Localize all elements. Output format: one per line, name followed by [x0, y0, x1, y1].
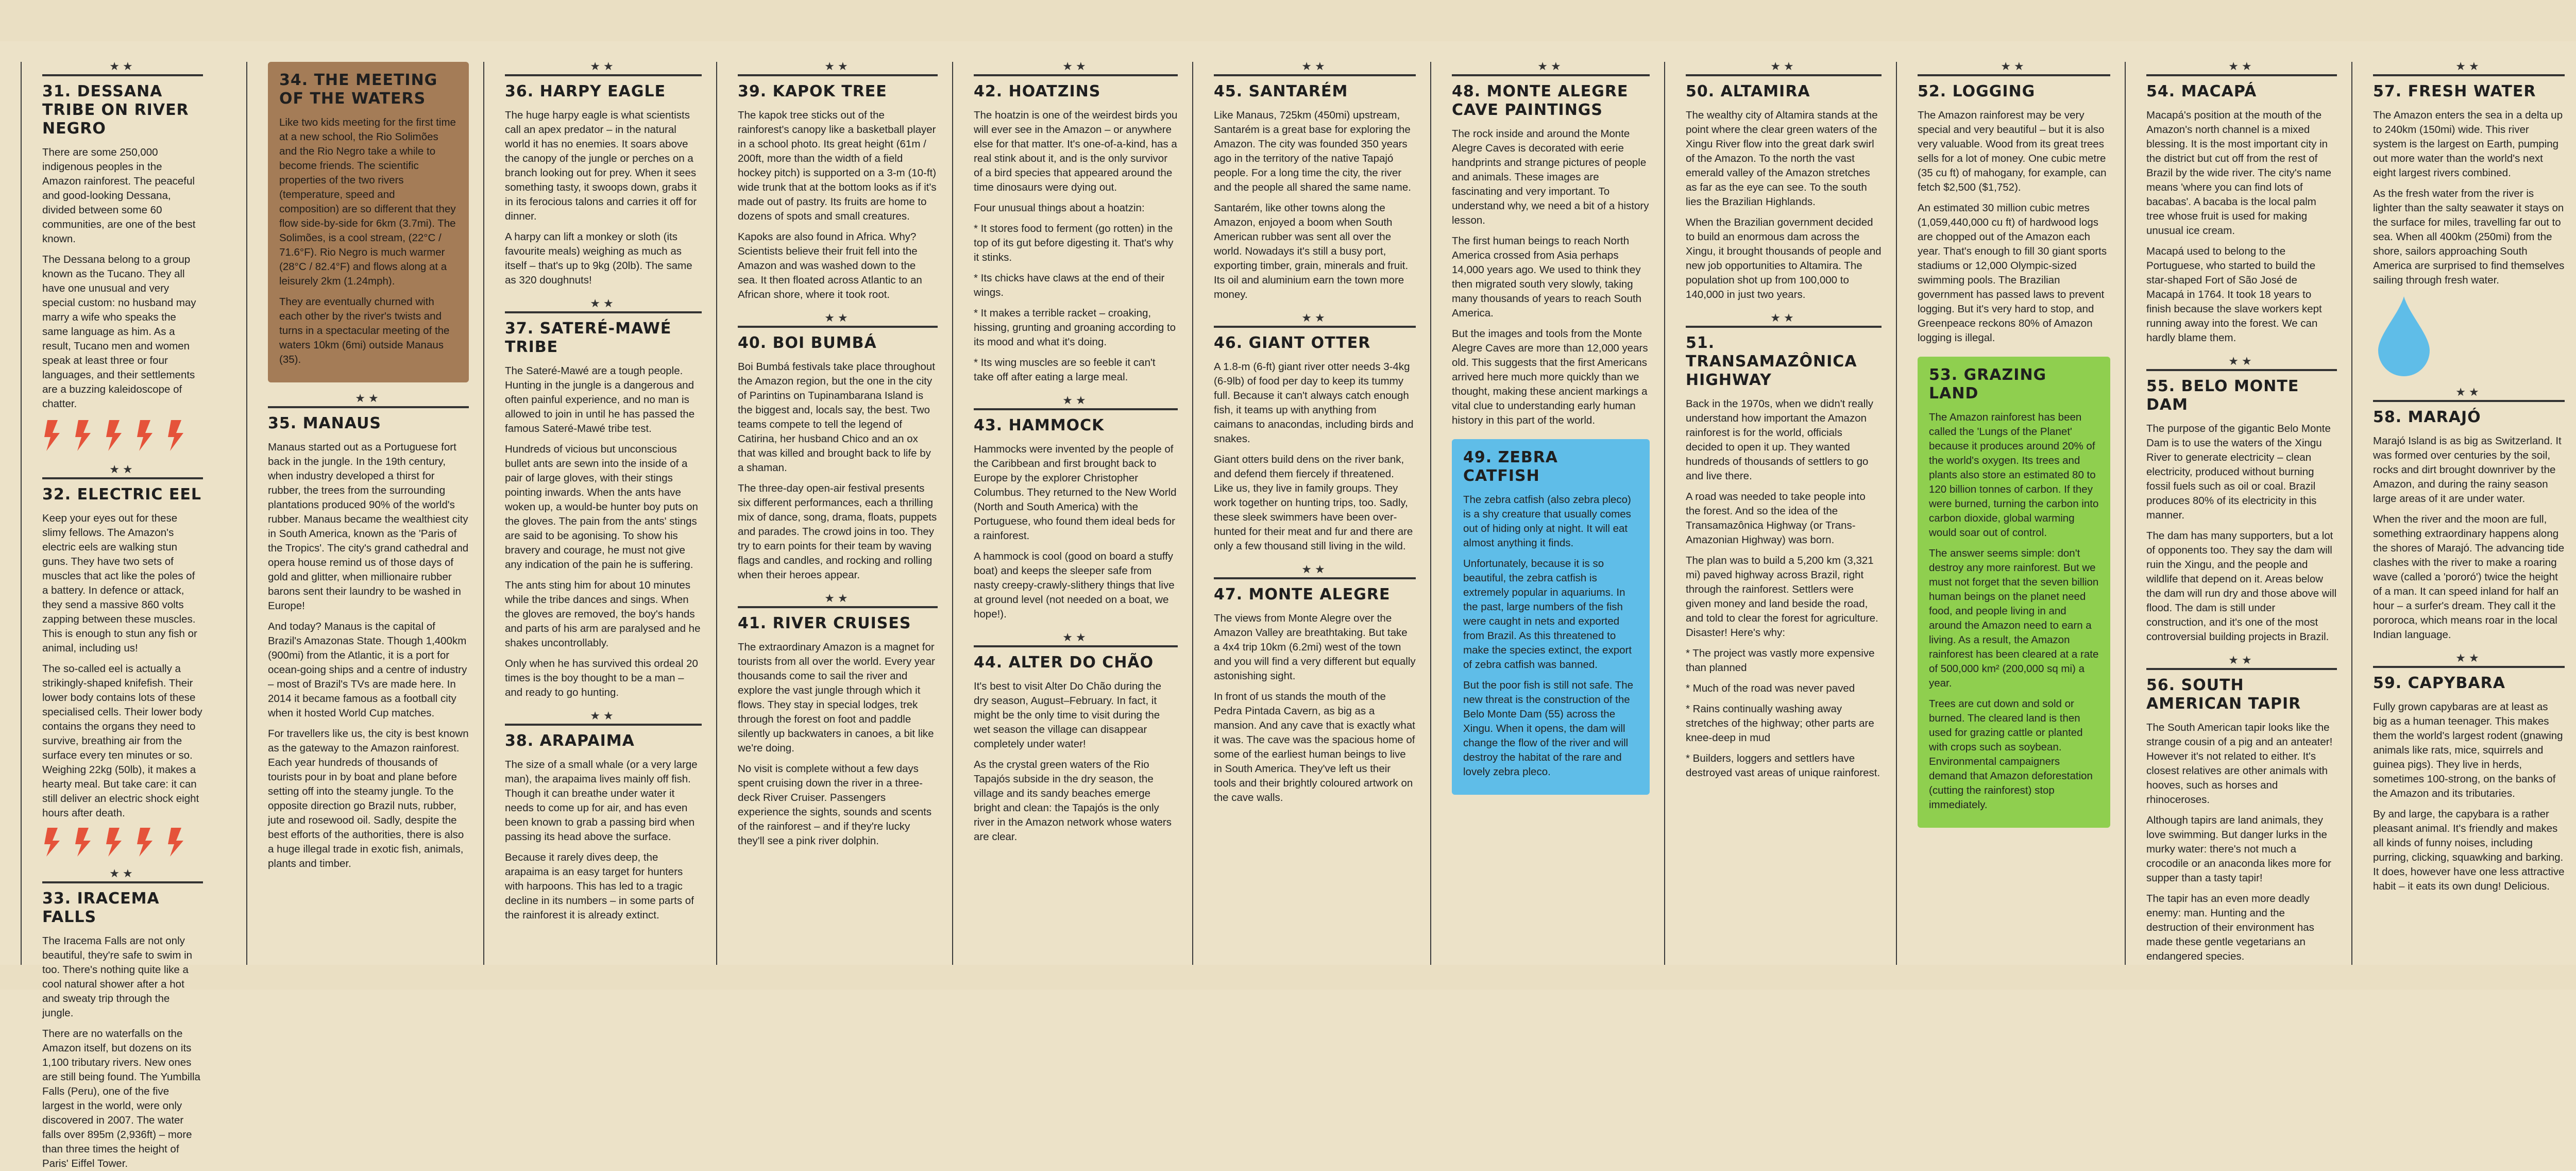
- list-item: * Its wing muscles are so feeble it can't take off after eating a large meal.: [974, 357, 1156, 383]
- star-ornament: ★★: [2455, 386, 2482, 398]
- star-ornament: ★★: [109, 60, 136, 73]
- star-ornament: ★★: [1301, 311, 1328, 324]
- paragraph: Macapá used to belong to the Portuguese, who started to build the star-shaped Fort of São José de Macapá in 1764. It took 18 years to finish because the slave workers kept running away into the forest. We can hardly blame them.: [2146, 245, 2322, 344]
- star-ornament: ★★: [590, 297, 617, 310]
- paragraph: Like Manaus, 725km (450mi) upstream, Santarém is a great base for exploring the Amazon. The city was founded 350 years ago in the territory of the native Tapajó people. For a long time the city, the river and the people all shared the same name.: [1214, 109, 1411, 193]
- divider: [2146, 369, 2337, 371]
- top-margin: [0, 0, 2576, 41]
- section-39: [738, 62, 938, 302]
- paragraph: The zebra catfish (also zebra pleco) is a shy creature that usually comes out of hiding only at night. It will eat almost anything it finds.: [1463, 494, 1631, 549]
- section-52: [1918, 62, 2110, 345]
- star-ornament: ★★: [824, 592, 851, 605]
- section-title: 48. MONTE ALEGRE CAVE PAINTINGS: [1452, 82, 1629, 119]
- paragraph: The rock inside and around the Monte Alegre Caves is decorated with eerie handprints and strange pictures of people and animals. These images are fascinating and very important. To understand why, we need a bit of a history lesson.: [1452, 128, 1649, 226]
- column-2: [246, 62, 483, 965]
- divider: [505, 74, 702, 76]
- paragraph: The South American tapir looks like the strange cousin of a pig and an anteater! However it's not related to either. It's closest relatives are other animals with hooves, such as horses and rhinoceroses.: [2146, 722, 2333, 806]
- paragraph: The first human beings to reach North America crossed from Asia perhaps 14,000 years ago. We used to think they then migrated south very slowly, taking many thousands of years to reach South America.: [1452, 235, 1642, 319]
- star-ornament: ★★: [1301, 563, 1328, 576]
- column-7: [1430, 62, 1664, 965]
- divider: [1214, 326, 1416, 328]
- paragraph: The Sateré-Mawé are a tough people. Hunting in the jungle is a dangerous and often painful experience, and no man is allowed to join in until he has passed the famous Sateré-Mawé tribe test.: [505, 365, 695, 434]
- paragraph: The Amazon rainforest has been called the 'Lungs of the Planet' because it produces around 20% of the world's oxygen. Its trees and plants also store an estimated 80 to 120 billion tonnes of carbon. If they were burned, turning the carbon into carbon dioxide, global warming would soar out of control.: [1929, 411, 2099, 539]
- paragraph: But the poor fish is still not safe. The new threat is the construction of the Belo Monte Dam (55) across the Xingu. When it opens, the dam will change the flow of the river and will destroy the habitat of the rare and lovely zebra pleco.: [1463, 679, 1634, 778]
- section-44: [974, 633, 1178, 844]
- star-ornament: ★★: [1770, 311, 1797, 324]
- section-title: 50. ALTAMIRA: [1686, 82, 1810, 101]
- paragraph: The Amazon rainforest may be very special and very beautiful – but it is also very valuable. Wood from its great trees sells for a lot of money. One cubic metre (35 cu ft) of mahogany, for example, can fetch $2,500 ($1,752).: [1918, 109, 2107, 193]
- paragraph: Giant otters build dens on the river bank, and defend them fiercely if threatened. Like us, they live in family groups. They work together on hunting trips, too. Sadly, these sleek swimmers have been over-hunted for their meat and fur and there are only a few thousand still living in the wild.: [1214, 454, 1413, 552]
- section-title: 59. CAPYBARA: [2373, 674, 2505, 692]
- paragraph: When the river and the moon are full, something extraordinary happens along the shores of Marajó. The advancing tide clashes with the river to make a roaring wave (called a 'pororó') twice the height of a man. It can speed inland for half an hour – a surfer's dream. They call it the pororoca, which means roar in the local Indian language.: [2373, 513, 2565, 641]
- paragraph: Like two kids meeting for the first time at a new school, the Rio Solimões and the Rio Negro take a while to become friends. The scientific properties of the two rivers (temperature, speed and composition) are so different that they flow side-by-side for 6km (3.7mi). The Solimões, is a cool stream, (22°C / 71.6°F). Rio Negro is much warmer (28°C / 82.4°F) and flows along at a leisurely 2km (1.24mph).: [279, 116, 456, 287]
- divider: [974, 645, 1178, 647]
- paragraph: The kapok tree sticks out of the rainforest's canopy like a basketball player in a school photo. Its great height (61m / 200ft, more than the width of a field hockey pitch) is supported on a 3-m (10-ft) wide trunk that at the bottom looks as if it's made out of pastry. Its fruits are home to dozens of spots and small creatures.: [738, 109, 937, 222]
- column-4: [716, 62, 952, 965]
- section-title: 44. ALTER DO CHÃO: [974, 654, 1154, 672]
- divider: [2373, 666, 2565, 668]
- section-title: 40. BOI BUMBÁ: [738, 334, 877, 352]
- paragraph: Boi Bumbá festivals take place throughout the Amazon region, but the one in the city of Parintins on Tupinambarana Island is the biggest and, locals say, the best. Two teams compete to tell the legend of Catirina, her husband Chico and an ox that was killed and brought back to life by a shaman.: [738, 361, 935, 474]
- section-38: [505, 711, 702, 923]
- paragraph: A road was needed to take people into the forest. And so the idea of the Transamazônica Highway (or Trans-Amazonian Highway) was born.: [1686, 491, 1866, 546]
- section-title: 46. GIANT OTTER: [1214, 334, 1371, 352]
- paragraph: Unfortunately, because it is so beautiful, the zebra catfish is extremely popular in aquariums. In the past, large numbers of the fish were caught in nets and exported from Brazil. As this threatened to make the species extinct, the export of zebra catfish was banned.: [1463, 558, 1632, 671]
- section-title: 57. FRESH WATER: [2373, 82, 2536, 101]
- section-55: [2146, 357, 2337, 644]
- section-54: [2146, 62, 2337, 345]
- paragraph: It's best to visit Alter Do Chão during the dry season, August–February. In fact, it might be the only time to visit during the wet season the village can disappear completely under water!: [974, 680, 1161, 750]
- paragraph: As the fresh water from the river is lighter than the salty seawater it stays on the surface for miles, travelling far out to sea. When all 400km (250mi) from the shore, sailors approaching South America are surprised to find themselves sailing through fresh water.: [2373, 188, 2565, 286]
- lightning-bolts-icon: [42, 417, 212, 454]
- paragraph: An estimated 30 million cubic metres (1,059,440,000 cu ft) of hardwood logs are chopped out of the Amazon each year. That's enough to fill 30 giant sports stadiums or 12,000 Olympic-sized swimming pools. The Brazilian government has passed laws to prevent logging. But it's very hard to stop, and Greenpeace reckons 80% of Amazon logging is illegal.: [1918, 202, 2107, 344]
- divider: [42, 881, 203, 883]
- section-title: 39. KAPOK TREE: [738, 82, 887, 101]
- section-47: [1214, 565, 1416, 805]
- section-title: 32. ELECTRIC EEL: [42, 486, 201, 504]
- section-title: 49. ZEBRA CATFISH: [1463, 448, 1558, 485]
- paragraph: They are eventually churned with each other by the river's twists and turns in a spectacular meeting of the waters 10km (6mi) outside Manaus (35).: [279, 296, 450, 365]
- divider: [1686, 326, 1882, 328]
- section-33: [42, 869, 203, 1171]
- paragraph: Only when he has survived this ordeal 20 times is the boy thought to be a man – and ready to go hunting.: [505, 658, 698, 698]
- paragraph: Manaus started out as a Portuguese fort back in the jungle. In the 19th century, when industry developed a thirst for rubber, the trees from the surrounding plantations produced 90% of the world's rubber. Manaus became the wealthiest city in South America, known as the 'Paris of the Tropics'. The city's grand cathedral and opera house remind us of those days of gold and glitter, when millionaire rubber barons sent their laundry to be washed in Europe!: [268, 441, 469, 612]
- column-10: [2125, 62, 2351, 965]
- divider: [42, 74, 203, 76]
- section-title: 33. IRACEMA FALLS: [42, 890, 160, 926]
- grazing-land-box: [1918, 357, 2110, 828]
- paragraph: When the Brazilian government decided to build an enormous dam across the Xingu, it brought thousands of people and new job opportunities to Altamira. The population shot up from 100,000 to 140,000 in just two years.: [1686, 216, 1882, 300]
- section-50: [1686, 62, 1882, 302]
- divider: [738, 606, 938, 608]
- section-title: 43. HAMMOCK: [974, 416, 1105, 434]
- divider: [268, 406, 469, 408]
- section-40: [738, 313, 938, 582]
- section-36: [505, 62, 702, 288]
- divider: [2146, 74, 2337, 76]
- paragraph: Marajó Island is as big as Switzerland. It was formed over centuries by the soil, rocks and dirt brought downriver by the Amazon, and during the rainy season large areas of it are under water.: [2373, 435, 2562, 505]
- star-ornament: ★★: [109, 867, 136, 880]
- paragraph: No visit is complete without a few days spent cruising down the river in a three-deck River Cruiser. Passengers experience the sights, sounds and scents of the rainforest – and if they're lucky they'll see a pink river dolphin.: [738, 763, 932, 847]
- paragraph: A harpy can lift a monkey or sloth (its favourite meals) weighing as much as itself – that's up to 9kg (20lb). The same as 320 doughnuts!: [505, 231, 692, 286]
- star-ornament: ★★: [590, 709, 617, 722]
- paragraph: The so-called eel is actually a strikingly-shaped knifefish. Their lower body contains lots of these specialised cells. Their lower body contains the organs they need to survive, breathing air from the surface every ten minutes or so. Weighing 22kg (50lb), it makes a hearty meal. But take care: it can still deliver an electric shock eight hours after death.: [42, 663, 202, 819]
- paragraph: Trees are cut down and sold or burned. The cleared land is then used for grazing cattle or planted with crops such as soybean. Environmental campaigners demand that Amazon deforestation (cutting the rainforest) stop immediately.: [1929, 698, 2093, 811]
- meeting-of-waters-box: [268, 62, 469, 382]
- paragraph: Hammocks were invented by the people of the Caribbean and first brought back to Europe by the explorer Christopher Columbus. They returned to the New World (North and South America) with the Portuguese, who found them ideal beds for a rainforest.: [974, 443, 1177, 542]
- list-item: * Much of the road was never paved: [1686, 682, 1855, 694]
- list-item: * Builders, loggers and settlers have destroyed vast areas of unique rainforest.: [1686, 752, 1880, 779]
- section-title: 54. MACAPÁ: [2146, 82, 2257, 101]
- paragraph: There are no waterfalls on the Amazon itself, but dozens on its 1,100 tributary rivers. New ones are still being found. The Yumbilla Falls (Peru), one of the five largest in the world, were only discovered in 2007. The water falls over 895m (2,936ft) – more than three times the height of Paris' Eiffel Tower.: [42, 1028, 200, 1169]
- column-5: [952, 62, 1192, 965]
- section-43: [974, 396, 1178, 622]
- section-title: 38. ARAPAIMA: [505, 732, 635, 750]
- section-31: [42, 62, 203, 454]
- section-title: 53. GRAZING LAND: [1929, 366, 2047, 403]
- paragraph: There are some 250,000 indigenous peoples in the Amazon rainforest. The peaceful and good-looking Dessana, divided between some 60 communities, are one of the best known.: [42, 146, 196, 245]
- paragraph: Back in the 1970s, when we didn't really understand how important the Amazon rainforest is for the world, officials decided to open it up. They wanted hundreds of thousands of settlers to go and live there.: [1686, 398, 1874, 482]
- lightning-bolts-icon: [42, 827, 212, 858]
- star-ornament: ★★: [1062, 60, 1089, 73]
- star-ornament: ★★: [1062, 631, 1089, 644]
- section-title: 41. RIVER CRUISES: [738, 614, 911, 632]
- section-49: [1452, 439, 1650, 795]
- bottom-margin: [0, 965, 2576, 990]
- section-45: [1214, 62, 1416, 302]
- section-42: [974, 62, 1178, 384]
- paragraph: Santarém, like other towns along the Amazon, enjoyed a boom when South American rubber was sent all over the world. Nowadays it's still a busy port, exporting timber, grain, minerals and fruit. Its oil and aluminium earn the town more money.: [1214, 202, 1409, 300]
- section-34: [268, 62, 469, 382]
- section-32: [42, 465, 203, 858]
- paragraph: By and large, the capybara is a rather pleasant animal. It's friendly and makes all kinds of funny noises, including purring, clicking, squawking and barking. It does, however have one less attractive habit – it eats its own dung! Delicious.: [2373, 808, 2565, 892]
- divider: [505, 724, 702, 726]
- section-35: [268, 394, 469, 871]
- section-title: 47. MONTE ALEGRE: [1214, 586, 1391, 604]
- star-ornament: ★★: [1770, 60, 1797, 73]
- paragraph: The three-day open-air festival presents six different performances, each a thrilling mix of dance, song, drama, floats, puppets and parades. The crowd joins in too. They try to earn points for their team by waving flags and candles, and rocking and rolling when their heroes appear.: [738, 482, 937, 581]
- divider: [2373, 400, 2565, 402]
- paragraph: The tapir has an even more deadly enemy: man. Hunting and the destruction of their environment has made these gentle vegetarians an endangered species.: [2146, 893, 2314, 962]
- star-ornament: ★★: [355, 392, 382, 405]
- star-ornament: ★★: [1062, 394, 1089, 407]
- paragraph: The plan was to build a 5,200 km (3,321 mi) paved highway across Brazil, right through the rainforest. Settlers were given money and land beside the road, and told to clear the forest for agriculture. Disaster! Here's why:: [1686, 555, 1878, 639]
- paragraph: Hundreds of vicious but unconscious bullet ants are sewn into the inside of a pair of large gloves, with their stings pointing inwards. When the ants have woken up, a would-be hunter boy puts on the gloves. The pain from the ants' stings are said to be agonising. To show his bravery and courage, he must not give any indication of the pain he is suffering.: [505, 443, 698, 571]
- paragraph: But the images and tools from the Monte Alegre Caves are more than 12,000 years old. This suggests that the first Americans arrived here much more quickly than we thought, making these ancient markings a vital clue to understanding early human history in this part of the world.: [1452, 328, 1648, 426]
- section-59: [2373, 651, 2565, 894]
- section-title: 42. HOATZINS: [974, 82, 1101, 101]
- paragraph: A hammock is cool (good on board a stuffy boat) and keeps the sleeper safe from nasty creepy-crawly-slithery things that live at ground level (not needed on a boat, we hope!).: [974, 550, 1175, 620]
- list-item: * The project was vastly more expensive than planned: [1686, 647, 1875, 674]
- column-9: [1896, 62, 2125, 965]
- paragraph: The wealthy city of Altamira stands at the point where the clear green waters of the Xingu River flow into the great dark swirl of the Amazon. To the north the vast emerald valley of the Amazon stretches as far as the eye can see. To the south lies the Brazilian Highlands.: [1686, 109, 1878, 208]
- paragraph: For travellers like us, the city is best known as the gateway to the Amazon rainforest. Each year hundreds of thousands of tourists pour in by boat and plane before setting off into the steamy jungle. To the opposite direction go Brazil nuts, rubber, jute and rosewood oil. Sadly, despite the best efforts of the authorities, there is also a huge illegal trade in exotic fish, animals, plants and timber.: [268, 728, 469, 869]
- paragraph: Because it rarely dives deep, the arapaima is an easy target for hunters with harpoons. This has led to a tragic decline in its numbers – in some parts of the rainforest it is already extinct.: [505, 851, 694, 921]
- star-ornament: ★★: [824, 311, 851, 324]
- paragraph: As the crystal green waters of the Rio Tapajós subside in the dry season, the village and its sandy beaches emerge bright and clean: the Tapajós is the only river in the Amazon network whose waters are clear.: [974, 759, 1172, 843]
- paragraph: The size of a small whale (or a very large man), the arapaima lives mainly off fish. Though it can breathe under water it needs to come up for air, and has even been known to grab a passing bird when passing its head above the surface.: [505, 759, 698, 843]
- star-ornament: ★★: [2228, 654, 2255, 666]
- paragraph: In front of us stands the mouth of the Pedra Pintada Cavern, as big as a mansion. And any cave that is exactly what it was. The cave was the spacious home of some of the earliest human beings to live in South America. They've left us their tools and their brightly coloured artwork on the cave walls.: [1214, 691, 1415, 804]
- divider: [42, 477, 203, 479]
- divider: [1686, 74, 1882, 76]
- section-title: 36. HARPY EAGLE: [505, 82, 666, 101]
- divider: [2146, 668, 2337, 670]
- list-item: * It stores food to ferment (go rotten) in the top of its gut before digesting it. That's why it stinks.: [974, 223, 1174, 263]
- divider: [1214, 74, 1416, 76]
- section-title: 35. MANAUS: [268, 414, 382, 432]
- section-title: 52. LOGGING: [1918, 82, 2036, 101]
- divider: [505, 311, 702, 313]
- divider: [974, 408, 1178, 410]
- paragraph: The Iracema Falls are not only beautiful, they're safe to swim in too. There's nothing quite like a cool natural shower after a hot and sweaty trip through the jungle.: [42, 935, 193, 1019]
- section-53: [1918, 357, 2110, 828]
- list-item: * Its chicks have claws at the end of their wings.: [974, 272, 1165, 298]
- section-title: 51. TRANSAMAZÔNICA HIGHWAY: [1686, 334, 1857, 389]
- paragraph: The ants sting him for about 10 minutes while the tribe dances and sings. When the gloves are removed, the boy's hands and parts of his arm are paralysed and he shakes uncontrollably.: [505, 579, 701, 649]
- section-56: [2146, 656, 2337, 964]
- section-48: [1452, 62, 1650, 428]
- section-title: 31. DESSANA TRIBE ON RIVER NEGRO: [42, 82, 189, 138]
- section-58: [2373, 388, 2565, 642]
- column-11: [2351, 62, 2576, 965]
- divider: [1452, 74, 1650, 76]
- zebra-catfish-box: [1452, 439, 1650, 795]
- column-1: [21, 60, 217, 1169]
- list-item: * Rains continually washing away stretches of the highway; other parts are knee-deep in mud: [1686, 703, 1874, 744]
- divider: [2373, 74, 2565, 76]
- paragraph: The answer seems simple: don't destroy any more rainforest. But we must not forget that the seven billion human beings on the planet need food, and people living in and around the Amazon need to earn a living. As a result, the Amazon rainforest has been cleared at a rate of 500,000 km² (200,000 sq mi) a year.: [1929, 547, 2099, 689]
- divider: [738, 74, 938, 76]
- paragraph: The views from Monte Alegre over the Amazon Valley are breathtaking. But take a 4x4 trip 10km (6.2mi) west of the town and you will find a very different but equally astonishing sight.: [1214, 612, 1416, 682]
- column-3: [483, 62, 716, 965]
- divider: [974, 74, 1178, 76]
- divider: [738, 326, 938, 328]
- section-title: 45. SANTARÉM: [1214, 82, 1348, 101]
- section-37: [505, 299, 702, 700]
- divider: [1214, 577, 1416, 579]
- list-item: * It makes a terrible racket – croaking, hissing, grunting and groaning according to its mood and what it's doing.: [974, 307, 1176, 348]
- section-title: 55. BELO MONTE DAM: [2146, 377, 2299, 414]
- paragraph: The dam has many supporters, but a lot of opponents too. They say the dam will ruin the Xingu, and the people and wildlife that depend on it. Areas below the dam will run dry and those above will flood. The dam is still under construction, and it's one of the most controversial building projects in Brazil.: [2146, 530, 2337, 643]
- paragraph: The hoatzin is one of the weirdest birds you will ever see in the Amazon – or anywhere else for that matter. It's one-of-a-kind, has a real stink about it, and is the only survivor of a bird species that appeared around the time dinosaurs were dying out.: [974, 109, 1178, 193]
- paragraph: The extraordinary Amazon is a magnet for tourists from all over the world. Every year thousands come to sail the river and explore the vast jungle through which it flows. They stay in special lodges, trek through the forest on foot and paddle silently up backwaters in canoes, a bit like we're doing.: [738, 641, 935, 754]
- section-57: [2373, 62, 2565, 376]
- paragraph: Although tapirs are land animals, they love swimming. But danger lurks in the murky water: there's not much a crocodile or an anaconda likes more for supper than a tasty tapir!: [2146, 814, 2331, 884]
- paragraph: The huge harpy eagle is what scientists call an apex predator – in the natural world it has no enemies. It soars above the canopy of the jungle or perches on a branch looking out for prey. When it sees something tasty, it swoops down, grabs it in its ferocious talons and carries it off for dinner.: [505, 109, 697, 222]
- paragraph: Four unusual things about a hoatzin:: [974, 202, 1145, 214]
- paragraph: And today? Manaus is the capital of Brazil's Amazonas State. Though 1,400km (900mi) from the Atlantic, it is a port for ocean-going ships and a centre of industry – most of Brazil's TVs are made here. In 2014 it became famous as a football city when it hosted World Cup matches.: [268, 621, 467, 719]
- section-51: [1686, 313, 1882, 780]
- star-ornament: ★★: [590, 60, 617, 73]
- star-ornament: ★★: [2455, 60, 2482, 73]
- star-ornament: ★★: [2455, 651, 2482, 664]
- star-ornament: ★★: [109, 463, 136, 476]
- section-46: [1214, 313, 1416, 554]
- divider: [1918, 74, 2110, 76]
- section-title: 37. SATERÉ-MAWÉ TRIBE: [505, 320, 672, 356]
- star-ornament: ★★: [1537, 60, 1564, 73]
- section-title: 56. SOUTH AMERICAN TAPIR: [2146, 676, 2301, 713]
- paragraph: Macapá's position at the mouth of the Amazon's north channel is a mixed blessing. It is the most important city in the district but cut off from the rest of Brazil by the wide river. The city's name means 'where you can find lots of bacabas'. A bacaba is the local palm tree whose fruit is used for making unusual ice cream.: [2146, 109, 2332, 237]
- star-ornament: ★★: [2228, 355, 2255, 367]
- paragraph: A 1.8-m (6-ft) giant river otter needs 3-4kg (6-9lb) of food per day to keep its tummy full. Because it can't always catch enough fish, it teams up with anything from caimans to anacondas, including birds and snakes.: [1214, 361, 1414, 445]
- star-ornament: ★★: [2001, 60, 2027, 73]
- section-title: 58. MARAJÓ: [2373, 408, 2481, 426]
- star-ornament: ★★: [1301, 60, 1328, 73]
- paragraph: The purpose of the gigantic Belo Monte Dam is to use the waters of the Xingu River to generate electricity – clean electricity, produced without burning fossil fuels such as oil or coal. Brazil produces 80% of its electricity in this manner.: [2146, 423, 2331, 521]
- star-ornament: ★★: [2228, 60, 2255, 73]
- paragraph: Keep your eyes out for these slimy fellows. The Amazon's electric eels are walking stun guns. They have two sets of muscles that act like the poles of a battery. In defence or attack, they send a massive 860 volts zapping between these muscles. This is enough to stun any fish or animal, including us!: [42, 512, 197, 654]
- column-6: [1192, 62, 1430, 965]
- paragraph: The Amazon enters the sea in a delta up to 240km (150mi) wide. This river system is the largest on Earth, pumping out more water than the world's next eight largest rivers combined.: [2373, 109, 2563, 179]
- paragraph: Kapoks are also found in Africa. Why? Scientists believe their fruit fell into the Amazon and was washed down to the sea. It then floated across Atlantic to an African shore, where it took root.: [738, 231, 922, 300]
- water-drop-icon: [2373, 294, 2435, 376]
- star-ornament: ★★: [824, 60, 851, 73]
- paragraph: The Dessana belong to a group known as the Tucano. They all have one unusual and very special custom: no husband may marry a wife who speaks the same language as him. As a result, Tucano men and women speak at least three or four languages, and their settlements are a buzzing kaleidoscope of chatter.: [42, 254, 196, 410]
- paragraph: Fully grown capybaras are at least as big as a human teenager. This makes them the world's largest rodent (gnawing animals like rats, mice, squirrels and guinea pigs). They live in herds, sometimes 100-strong, on the banks of the Amazon and its tributaries.: [2373, 701, 2563, 799]
- column-8: [1664, 62, 1896, 965]
- section-41: [738, 594, 938, 848]
- section-title: 34. THE MEETING OF THE WATERS: [279, 71, 438, 108]
